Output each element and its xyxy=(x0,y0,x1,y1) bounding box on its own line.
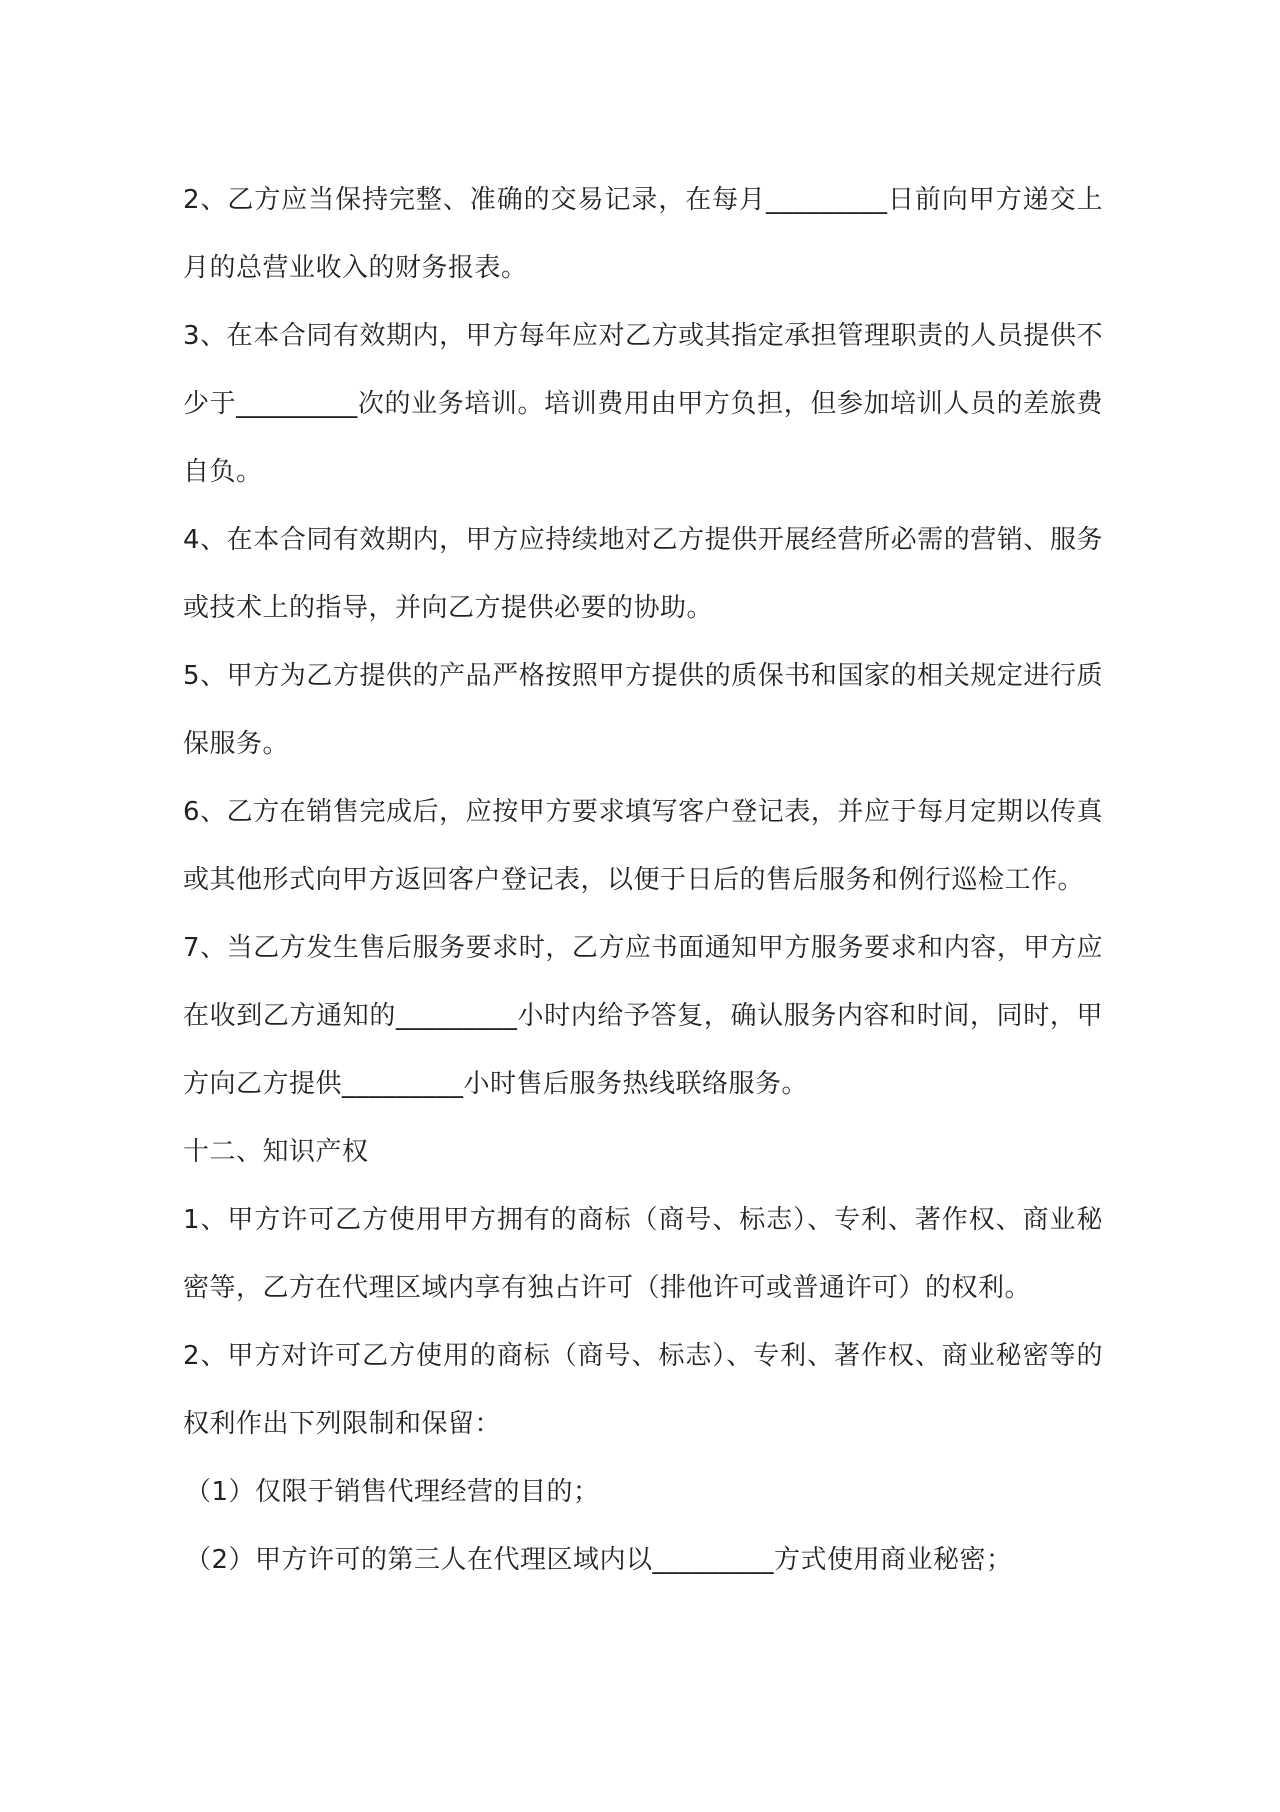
paragraph-clause-4: 4、在本合同有效期内，甲方应持续地对乙方提供开展经营所必需的营销、服务或技术上的指导，并向乙方提供必要的协助。 xyxy=(183,525,1103,623)
section-heading-intellectual-property: 十二、知识产权 xyxy=(183,1137,369,1167)
paragraph-ip-clause-1: 1、甲方许可乙方使用甲方拥有的商标（商号、标志）、专利、著作权、商业秘密等，乙方在代理区域内享有独占许可（排他许可或普通许可）的权利。 xyxy=(183,1205,1103,1303)
document-page xyxy=(183,166,1103,1594)
paragraph-clause-2: 2、乙方应当保持完整、准确的交易记录，在每月_________日前向甲方递交上月的总营业收入的财务报表。 xyxy=(183,185,1103,283)
paragraph-ip-sub-1: （1）仅限于销售代理经营的目的； xyxy=(185,1477,600,1507)
paragraph-ip-sub-2: （2）甲方许可的第三人在代理区域内以_________方式使用商业秘密； xyxy=(185,1545,1013,1575)
paragraph-clause-5: 5、甲方为乙方提供的产品严格按照甲方提供的质保书和国家的相关规定进行质保服务。 xyxy=(183,661,1103,759)
paragraph-clause-6: 6、乙方在销售完成后，应按甲方要求填写客户登记表，并应于每月定期以传真或其他形式向甲方返回客户登记表，以便于日后的售后服务和例行巡检工作。 xyxy=(183,797,1103,895)
paragraph-clause-3: 3、在本合同有效期内，甲方每年应对乙方或其指定承担管理职责的人员提供不少于_________次的业务培训。培训费用由甲方负担，但参加培训人员的差旅费自负。 xyxy=(183,321,1103,487)
paragraph-clause-7: 7、当乙方发生售后服务要求时，乙方应书面通知甲方服务要求和内容，甲方应在收到乙方通知的_________小时内给予答复，确认服务内容和时间，同时，甲方向乙方提供_________小时售后服务热线联络服务。 xyxy=(183,933,1103,1099)
paragraph-ip-clause-2: 2、甲方对许可乙方使用的商标（商号、标志）、专利、著作权、商业秘密等的权利作出下列限制和保留： xyxy=(183,1341,1103,1439)
